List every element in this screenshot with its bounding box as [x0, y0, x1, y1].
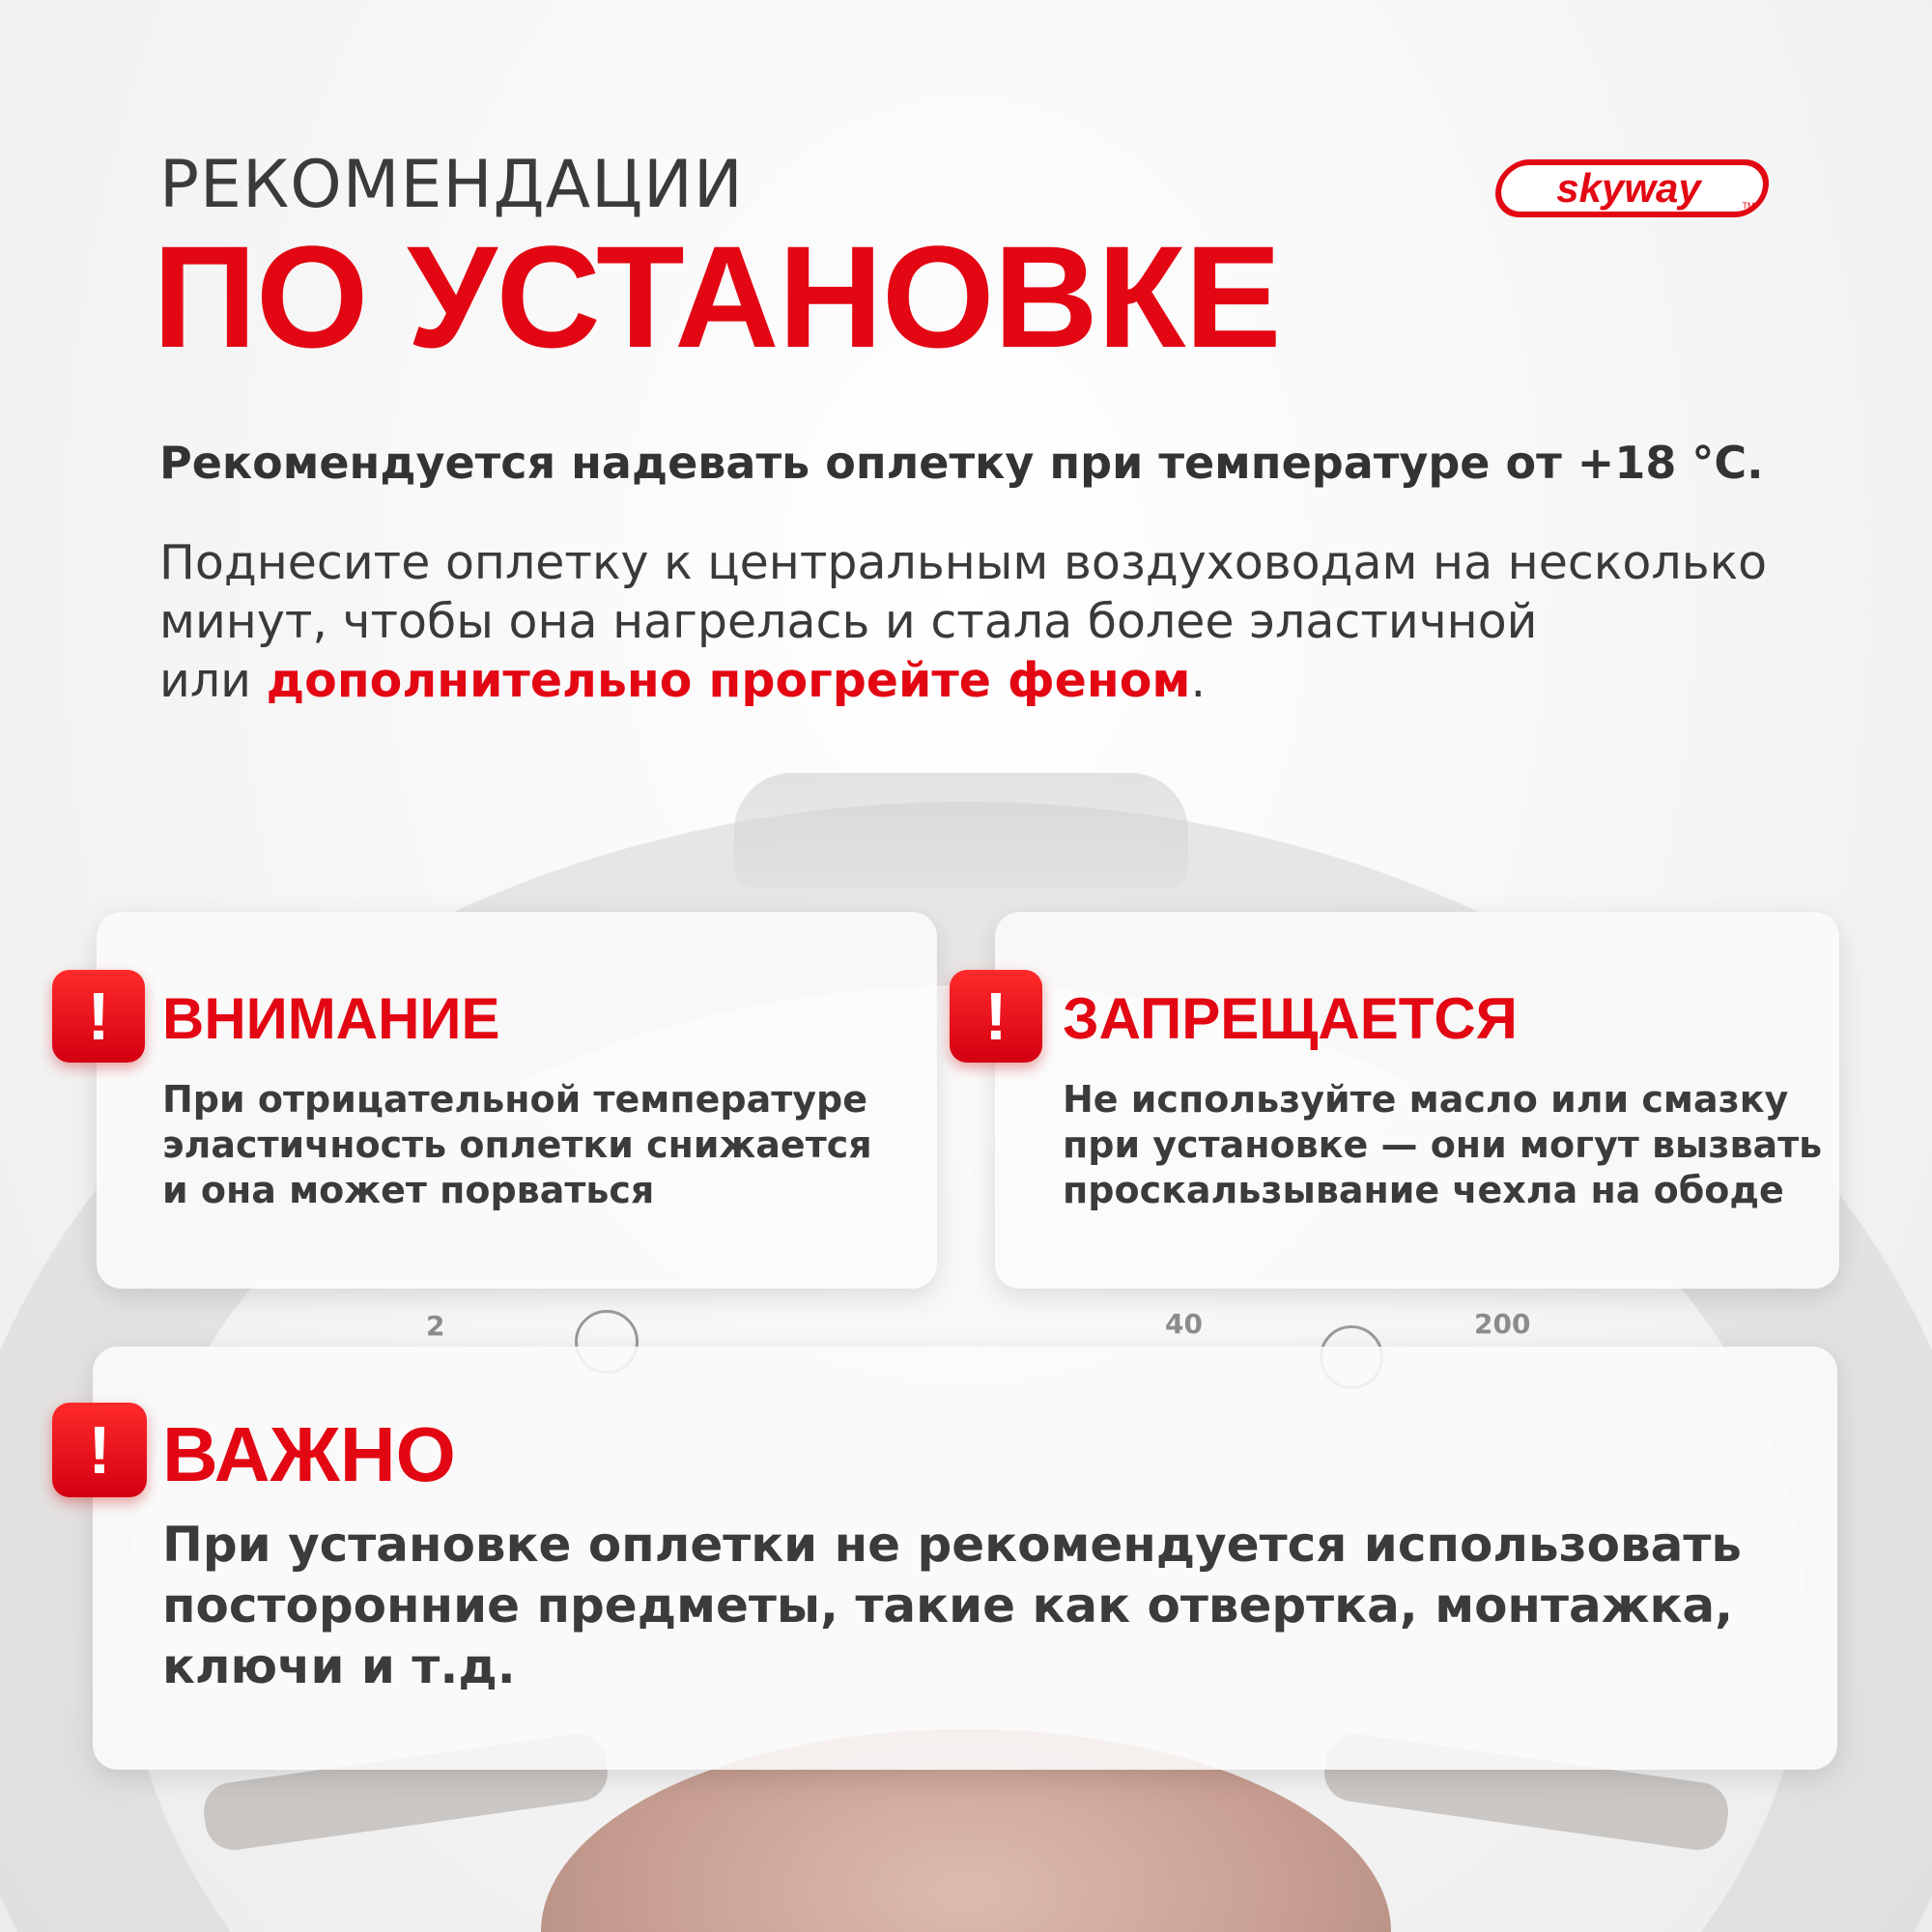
page-title-line1: РЕКОМЕНДАЦИИ [159, 147, 744, 223]
logo-wordmark: skyway [1556, 165, 1701, 211]
paragraph-line: минут, чтобы она нагрелась и стала более эластичной [159, 594, 1538, 649]
card-text-line: Не используйте масло или смазку [1063, 1078, 1789, 1121]
paragraph-line: Поднесите оплетку к центральным воздуховодам на несколько [159, 535, 1768, 590]
attention-text [162, 1077, 925, 1213]
exclamation-icon: ! [52, 970, 145, 1063]
prohibited-title: ЗАПРЕЩАЕТСЯ [1063, 986, 1518, 1051]
important-text [162, 1515, 1804, 1697]
paragraph-line [159, 651, 1821, 710]
important-title: ВАЖНО [162, 1411, 456, 1497]
logo-trademark: TM [1742, 201, 1755, 211]
steering-wheel-top-marker [734, 773, 1188, 889]
page-title-line2: ПО УСТАНОВКЕ [153, 215, 1281, 378]
card-text-line: посторонние предметы, такие как отвертка, монтажка, [162, 1577, 1734, 1634]
temperature-recommendation: Рекомендуется надевать оплетку при температуре от +18 °C. [159, 437, 1764, 489]
card-text-line: проскальзывание чехла на ободе [1063, 1169, 1784, 1211]
highlighted-instruction: дополнительно прогрейте феном [266, 653, 1191, 708]
prohibited-text [1063, 1077, 1835, 1213]
card-text-line: и она может порваться [162, 1169, 655, 1211]
card-text-line: ключи и т.д. [162, 1638, 516, 1694]
card-text-line: При отрицательной температуре [162, 1078, 867, 1121]
card-text-line: При установке оплетки не рекомендуется использовать [162, 1517, 1742, 1573]
card-text-line: эластичность оплетки снижается [162, 1123, 872, 1166]
exclamation-icon: ! [950, 970, 1042, 1063]
gauge-label: 200 [1474, 1308, 1531, 1340]
exclamation-icon: ! [52, 1403, 147, 1497]
paragraph-suffix: . [1190, 653, 1207, 708]
skyway-logo [1495, 158, 1772, 218]
gauge-label: 40 [1165, 1308, 1203, 1340]
paragraph-prefix: или [159, 653, 267, 708]
warmup-instructions [159, 533, 1821, 710]
gauge-label: 2 [426, 1310, 445, 1342]
card-text-line: при установке — они могут вызвать [1063, 1123, 1823, 1166]
attention-title: ВНИМАНИЕ [162, 986, 500, 1051]
